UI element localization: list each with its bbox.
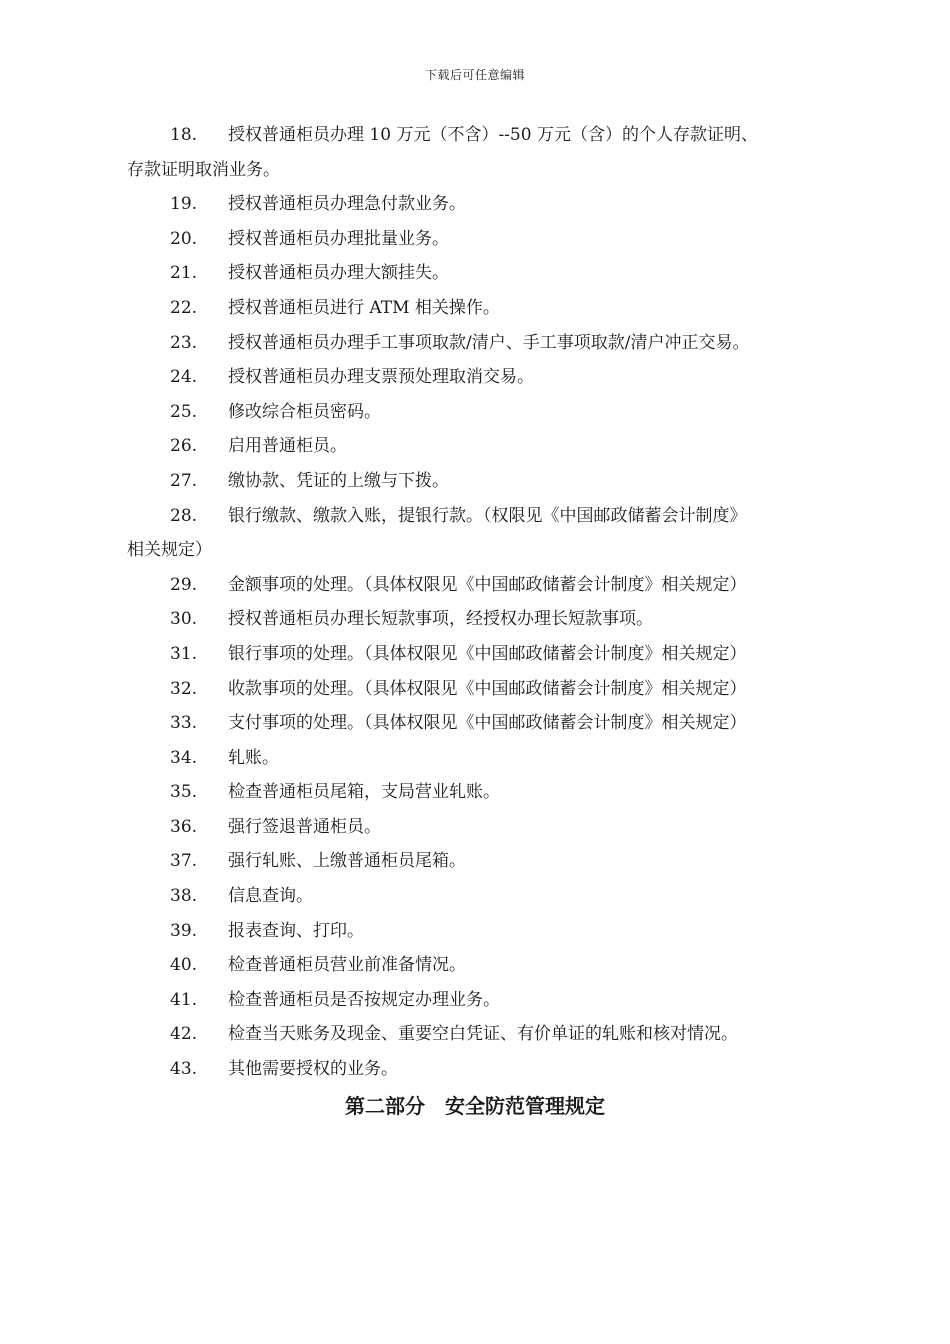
list-item-text: 授权普通柜员办理手工事项取款/清户、手工事项取款/清户冲正交易。 (228, 332, 750, 353)
list-item-number: 41. (170, 989, 198, 1010)
list-item (127, 637, 827, 672)
list-item-text: 银行缴款、缴款入账，提银行款。（权限见《中国邮政储蓄会计制度》 (228, 505, 747, 526)
list-item-text: 检查普通柜员营业前准备情况。 (228, 955, 466, 976)
numbered-list (127, 118, 827, 1087)
list-item (127, 291, 827, 326)
list-item-text: 报表查询、打印。 (228, 920, 364, 941)
list-item-text: 银行事项的处理。（具体权限见《中国邮政储蓄会计制度》相关规定） (228, 643, 747, 664)
list-item-text: 检查当天账务及现金、重要空白凭证、有价单证的轧账和核对情况。 (228, 1024, 738, 1045)
list-item-text: 收款事项的处理。（具体权限见《中国邮政储蓄会计制度》相关规定） (228, 678, 747, 699)
list-item-number: 21. (170, 263, 198, 284)
list-item-number: 22. (170, 297, 198, 318)
list-item (127, 1052, 827, 1087)
list-item-number: 37. (170, 851, 198, 872)
section-title: 第二部分 安全防范管理规定 (345, 1094, 605, 1118)
list-item (127, 706, 827, 741)
list-item-number: 36. (170, 816, 198, 837)
list-item-text: 检查普通柜员是否按规定办理业务。 (228, 989, 500, 1010)
page-header: 下载后可任意编辑 (424, 68, 525, 82)
list-item-text: 金额事项的处理。（具体权限见《中国邮政储蓄会计制度》相关规定） (228, 574, 747, 595)
list-item (127, 775, 827, 810)
list-item-text: 修改综合柜员密码。 (228, 401, 381, 422)
list-item-number: 18. (170, 125, 198, 145)
list-item (127, 326, 827, 361)
list-item-text: 授权普通柜员进行 ATM 相关操作。 (228, 297, 500, 318)
list-item-text: 授权普通柜员办理 10 万元（不含）--50 万元（含）的个人存款证明、 (228, 125, 758, 145)
list-item (127, 395, 827, 430)
list-item-number: 28. (170, 505, 198, 526)
list-item (127, 948, 827, 983)
list-item-text: 轧账。 (228, 747, 279, 768)
list-item (127, 187, 827, 222)
list-item (127, 360, 827, 395)
list-item (127, 499, 827, 568)
list-item (127, 914, 827, 949)
list-item (127, 568, 827, 603)
list-item-number: 20. (170, 228, 198, 249)
list-item-number: 23. (170, 332, 198, 353)
list-item-number: 33. (170, 713, 198, 734)
list-item-text: 启用普通柜员。 (228, 436, 347, 457)
list-item-text: 强行签退普通柜员。 (228, 816, 381, 837)
list-item (127, 983, 827, 1018)
list-item-number: 39. (170, 920, 198, 941)
list-item-number: 25. (170, 401, 198, 422)
list-item-number: 24. (170, 367, 198, 388)
list-item (127, 118, 827, 187)
list-item-text: 支付事项的处理。（具体权限见《中国邮政储蓄会计制度》相关规定） (228, 713, 747, 734)
list-item (127, 879, 827, 914)
list-item-number: 29. (170, 574, 198, 595)
list-item-text: 授权普通柜员办理长短款事项，经授权办理长短款事项。 (228, 609, 653, 630)
list-item-text: 信息查询。 (228, 886, 313, 907)
list-item-continuation: 存款证明取消业务。 (127, 159, 280, 180)
list-item-number: 19. (170, 194, 198, 215)
list-item (127, 222, 827, 257)
list-item-number: 26. (170, 436, 198, 457)
list-item (127, 741, 827, 776)
list-item-number: 35. (170, 782, 198, 803)
list-item (127, 602, 827, 637)
list-item-number: 30. (170, 609, 198, 630)
list-item-number: 40. (170, 955, 198, 976)
list-item-number: 31. (170, 643, 198, 664)
list-item (127, 464, 827, 499)
list-item-text: 检查普通柜员尾箱，支局营业轧账。 (228, 782, 500, 803)
list-item-text: 强行轧账、上缴普通柜员尾箱。 (228, 851, 466, 872)
list-item-text: 授权普通柜员办理批量业务。 (228, 228, 449, 249)
list-item (127, 672, 827, 707)
list-item (127, 429, 827, 464)
list-item-continuation: 相关规定） (127, 540, 212, 561)
list-item-number: 27. (170, 470, 198, 491)
list-item-number: 34. (170, 747, 198, 768)
list-item-text: 缴协款、凭证的上缴与下拨。 (228, 470, 449, 491)
list-item (127, 844, 827, 879)
list-item-text: 授权普通柜员办理急付款业务。 (228, 194, 466, 215)
list-item-number: 42. (170, 1024, 198, 1045)
list-item-text: 授权普通柜员办理支票预处理取消交易。 (228, 367, 534, 388)
list-item (127, 1017, 827, 1052)
list-item (127, 256, 827, 291)
list-item (127, 810, 827, 845)
list-item-number: 38. (170, 886, 198, 907)
list-item-text: 授权普通柜员办理大额挂失。 (228, 263, 449, 284)
list-item-number: 32. (170, 678, 198, 699)
list-item-text: 其他需要授权的业务。 (228, 1059, 398, 1080)
list-item-number: 43. (170, 1059, 198, 1080)
